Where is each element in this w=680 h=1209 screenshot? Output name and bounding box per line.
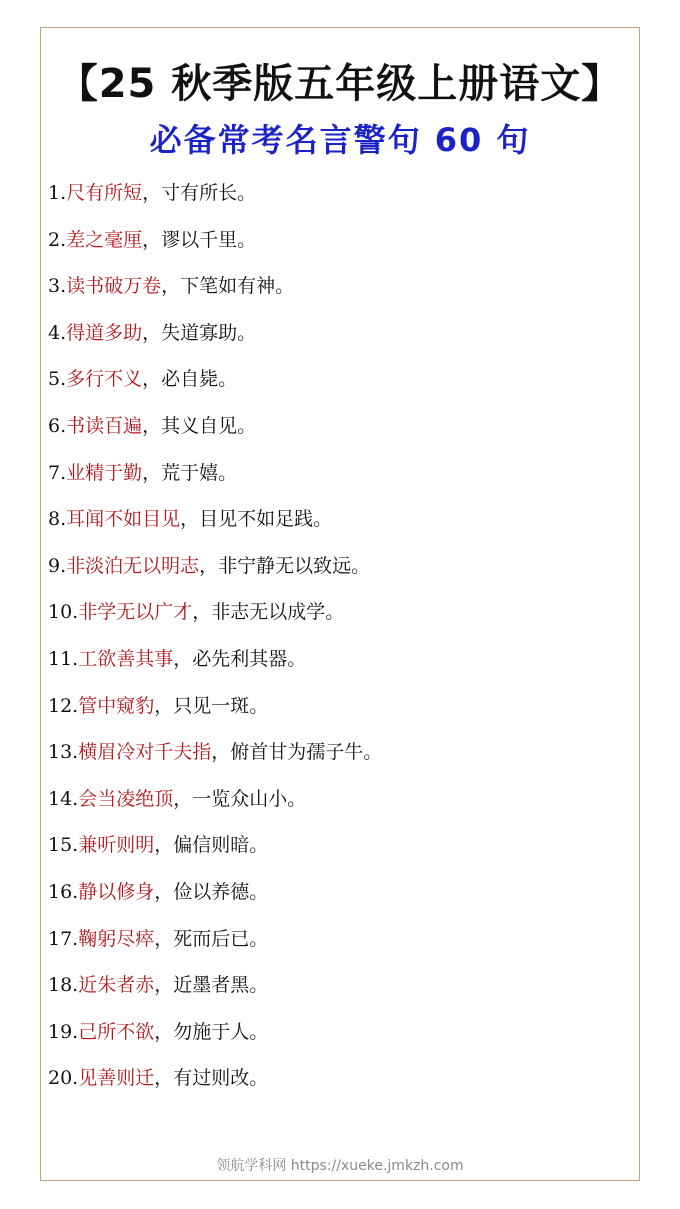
item-first-half: 会当凌绝顶	[78, 787, 174, 810]
item-number: 17.	[48, 927, 79, 950]
item-first-half: 非淡泊无以明志	[66, 554, 200, 577]
list-item	[48, 922, 628, 969]
item-first-half: 尺有所短	[66, 182, 143, 204]
list-item	[48, 782, 628, 829]
item-first-half: 见善则迁	[78, 1067, 155, 1090]
item-separator: ，	[173, 647, 193, 670]
item-second-half: 目见不如足践。	[199, 508, 333, 531]
page-subtitle: 必备常考名言警句 60 句	[149, 121, 531, 159]
list-item	[48, 223, 628, 270]
list-item	[48, 735, 628, 782]
item-second-half: 非志无以成学。	[211, 601, 345, 624]
item-number: 18.	[48, 974, 79, 997]
item-number: 8.	[48, 508, 67, 531]
footer-source: 领航学科网 https://xueke.jmkzh.com	[216, 1158, 464, 1174]
list-item	[48, 1015, 628, 1062]
item-number: 7.	[48, 461, 67, 484]
item-separator: ，	[192, 601, 212, 624]
item-second-half: 寸有所长。	[161, 182, 257, 204]
item-separator: ，	[211, 741, 231, 764]
list-item	[48, 875, 628, 922]
list-item	[48, 362, 628, 409]
list-item	[48, 549, 628, 596]
item-number: 14.	[48, 787, 79, 810]
item-number: 3.	[48, 275, 67, 298]
list-item	[48, 642, 628, 689]
item-separator: ，	[154, 834, 174, 857]
item-second-half: 俭以养德。	[173, 880, 269, 903]
item-separator: ，	[142, 321, 162, 344]
item-number: 9.	[48, 554, 67, 577]
item-separator: ，	[173, 787, 193, 810]
page-title: 【25 秋季版五年级上册语文】	[57, 61, 623, 107]
item-first-half: 读书破万卷	[66, 275, 162, 298]
item-separator: ，	[199, 554, 219, 577]
item-separator: ，	[154, 1020, 174, 1043]
item-second-half: 近墨者黑。	[173, 974, 269, 997]
list-item	[48, 269, 628, 316]
item-separator: ，	[142, 414, 162, 437]
item-number: 12.	[48, 694, 79, 717]
item-separator: ，	[154, 1067, 174, 1090]
item-separator: ，	[142, 182, 162, 204]
item-second-half: 非宁静无以致远。	[218, 554, 371, 577]
list-item	[48, 502, 628, 549]
item-number: 6.	[48, 414, 67, 437]
item-first-half: 兼听则明	[78, 834, 155, 857]
list-item	[48, 176, 628, 223]
item-separator: ，	[154, 694, 174, 717]
item-separator: ，	[154, 974, 174, 997]
quote-list	[48, 176, 628, 1108]
list-item	[48, 968, 628, 1015]
item-first-half: 鞠躬尽瘁	[78, 927, 155, 950]
list-item	[48, 316, 628, 363]
item-second-half: 死而后已。	[173, 927, 269, 950]
item-number: 15.	[48, 834, 79, 857]
item-separator: ，	[142, 368, 162, 391]
item-first-half: 差之毫厘	[66, 228, 143, 251]
item-first-half: 书读百遍	[66, 414, 143, 437]
item-number: 11.	[48, 647, 79, 670]
item-first-half: 工欲善其事	[78, 647, 174, 670]
item-second-half: 谬以千里。	[161, 228, 257, 251]
item-separator: ，	[142, 228, 162, 251]
item-second-half: 失道寡助。	[161, 321, 257, 344]
item-first-half: 业精于勤	[66, 461, 143, 484]
item-second-half: 下笔如有神。	[180, 275, 295, 298]
list-item	[48, 456, 628, 503]
item-first-half: 静以修身	[78, 880, 155, 903]
list-item	[48, 1061, 628, 1108]
list-item	[48, 689, 628, 736]
item-first-half: 近朱者赤	[78, 974, 155, 997]
list-item	[48, 595, 628, 642]
item-second-half: 只见一斑。	[173, 694, 269, 717]
list-item	[48, 828, 628, 875]
item-second-half: 勿施于人。	[173, 1020, 269, 1043]
item-number: 16.	[48, 880, 79, 903]
item-first-half: 横眉冷对千夫指	[78, 741, 212, 764]
item-second-half: 荒于嬉。	[161, 461, 238, 484]
item-first-half: 管中窥豹	[78, 694, 155, 717]
item-second-half: 其义自见。	[161, 414, 257, 437]
item-number: 19.	[48, 1020, 79, 1043]
item-first-half: 非学无以广才	[78, 601, 193, 624]
item-second-half: 必自毙。	[161, 368, 238, 391]
item-second-half: 必先利其器。	[192, 647, 307, 670]
item-first-half: 己所不欲	[78, 1020, 155, 1043]
item-separator: ，	[180, 508, 200, 531]
list-item	[48, 409, 628, 456]
item-first-half: 耳闻不如目见	[66, 508, 181, 531]
item-number: 5.	[48, 368, 67, 391]
item-first-half: 多行不义	[66, 368, 143, 391]
item-separator: ，	[154, 927, 174, 950]
item-separator: ，	[154, 880, 174, 903]
item-number: 1.	[48, 182, 67, 204]
item-separator: ，	[161, 275, 181, 298]
item-second-half: 一览众山小。	[192, 787, 307, 810]
item-number: 20.	[48, 1067, 79, 1090]
item-second-half: 俯首甘为孺子牛。	[230, 741, 383, 764]
item-first-half: 得道多助	[66, 321, 143, 344]
item-number: 4.	[48, 321, 67, 344]
item-number: 13.	[48, 741, 79, 764]
item-separator: ，	[142, 461, 162, 484]
item-number: 2.	[48, 228, 67, 251]
item-second-half: 偏信则暗。	[173, 834, 269, 857]
item-number: 10.	[48, 601, 79, 624]
item-second-half: 有过则改。	[173, 1067, 269, 1090]
